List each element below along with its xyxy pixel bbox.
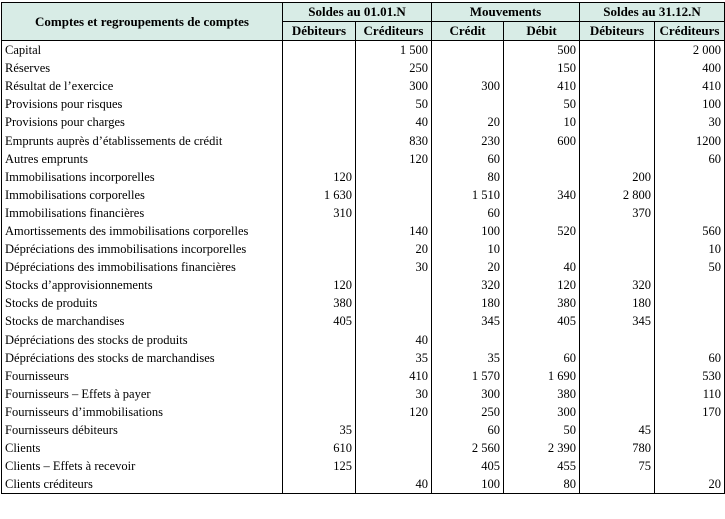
account-label: Amortissements des immobilisations corporelles xyxy=(2,222,283,240)
subheader-movement-credit: Crédit xyxy=(432,22,504,41)
opening-debit-cell: 405 xyxy=(283,312,356,330)
account-label: Clients – Effets à recevoir xyxy=(2,457,283,475)
closing-debit-cell xyxy=(580,77,655,95)
closing-credit-cell xyxy=(655,294,725,312)
account-label: Fournisseurs d’immobilisations xyxy=(2,403,283,421)
opening-credit-cell: 830 xyxy=(356,131,432,149)
opening-credit-cell: 40 xyxy=(356,475,432,494)
opening-credit-cell: 410 xyxy=(356,367,432,385)
closing-debit-cell xyxy=(580,113,655,131)
opening-debit-cell: 125 xyxy=(283,457,356,475)
opening-credit-cell xyxy=(356,421,432,439)
opening-debit-cell xyxy=(283,41,356,60)
table-row xyxy=(2,168,725,186)
opening-debit-cell xyxy=(283,331,356,349)
header-closing-balances: Soldes au 31.12.N xyxy=(580,3,725,22)
movement-credit-cell: 20 xyxy=(432,258,504,276)
closing-credit-cell xyxy=(655,168,725,186)
account-label: Fournisseurs débiteurs xyxy=(2,421,283,439)
movement-debit-cell xyxy=(504,168,580,186)
movement-debit-cell: 40 xyxy=(504,258,580,276)
closing-debit-cell xyxy=(580,367,655,385)
movement-debit-cell: 455 xyxy=(504,457,580,475)
closing-debit-cell xyxy=(580,331,655,349)
opening-credit-cell: 120 xyxy=(356,403,432,421)
closing-credit-cell: 60 xyxy=(655,349,725,367)
movement-debit-cell: 120 xyxy=(504,276,580,294)
movement-debit-cell xyxy=(504,204,580,222)
table-row xyxy=(2,131,725,149)
opening-credit-cell xyxy=(356,312,432,330)
movement-debit-cell xyxy=(504,150,580,168)
header-movements: Mouvements xyxy=(432,3,580,22)
table-row xyxy=(2,41,725,60)
opening-debit-cell xyxy=(283,385,356,403)
opening-credit-cell: 50 xyxy=(356,95,432,113)
movement-credit-cell xyxy=(432,59,504,77)
closing-credit-cell: 10 xyxy=(655,240,725,258)
closing-debit-cell: 2 800 xyxy=(580,186,655,204)
movement-debit-cell: 50 xyxy=(504,95,580,113)
movement-credit-cell: 2 560 xyxy=(432,439,504,457)
movement-debit-cell: 600 xyxy=(504,131,580,149)
opening-credit-cell: 35 xyxy=(356,349,432,367)
subheader-opening-debit: Débiteurs xyxy=(283,22,356,41)
closing-debit-cell: 75 xyxy=(580,457,655,475)
header-opening-balances: Soldes au 01.01.N xyxy=(283,3,432,22)
table-row xyxy=(2,240,725,258)
closing-debit-cell xyxy=(580,258,655,276)
closing-debit-cell: 780 xyxy=(580,439,655,457)
table-row xyxy=(2,367,725,385)
opening-debit-cell: 610 xyxy=(283,439,356,457)
opening-credit-cell xyxy=(356,186,432,204)
opening-debit-cell xyxy=(283,258,356,276)
movement-debit-cell: 150 xyxy=(504,59,580,77)
closing-credit-cell: 1200 xyxy=(655,131,725,149)
closing-debit-cell xyxy=(580,222,655,240)
table-row xyxy=(2,439,725,457)
closing-credit-cell xyxy=(655,186,725,204)
opening-debit-cell xyxy=(283,475,356,494)
movement-debit-cell: 410 xyxy=(504,77,580,95)
closing-credit-cell: 30 xyxy=(655,113,725,131)
account-label: Clients créditeurs xyxy=(2,475,283,494)
opening-credit-cell: 250 xyxy=(356,59,432,77)
closing-debit-cell: 200 xyxy=(580,168,655,186)
table-row xyxy=(2,222,725,240)
opening-credit-cell: 140 xyxy=(356,222,432,240)
closing-debit-cell xyxy=(580,475,655,494)
header-accounts: Comptes et regroupements de comptes xyxy=(2,3,283,41)
account-label: Stocks de marchandises xyxy=(2,312,283,330)
table-row xyxy=(2,294,725,312)
movement-debit-cell: 380 xyxy=(504,294,580,312)
closing-credit-cell: 110 xyxy=(655,385,725,403)
opening-debit-cell xyxy=(283,59,356,77)
movement-debit-cell: 520 xyxy=(504,222,580,240)
movement-credit-cell: 60 xyxy=(432,421,504,439)
closing-debit-cell: 180 xyxy=(580,294,655,312)
table-row xyxy=(2,457,725,475)
subheader-movement-debit: Débit xyxy=(504,22,580,41)
opening-debit-cell: 310 xyxy=(283,204,356,222)
table-row xyxy=(2,276,725,294)
account-label: Dépréciations des stocks de marchandises xyxy=(2,349,283,367)
opening-debit-cell: 35 xyxy=(283,421,356,439)
account-label: Fournisseurs – Effets à payer xyxy=(2,385,283,403)
movement-debit-cell: 405 xyxy=(504,312,580,330)
opening-debit-cell: 120 xyxy=(283,276,356,294)
subheader-closing-debit: Débiteurs xyxy=(580,22,655,41)
table-row xyxy=(2,150,725,168)
account-label: Résultat de l’exercice xyxy=(2,77,283,95)
closing-debit-cell xyxy=(580,150,655,168)
movement-credit-cell: 405 xyxy=(432,457,504,475)
closing-credit-cell: 170 xyxy=(655,403,725,421)
table-row xyxy=(2,349,725,367)
movement-credit-cell: 230 xyxy=(432,131,504,149)
opening-credit-cell: 20 xyxy=(356,240,432,258)
account-label: Dépréciations des immobilisations financières xyxy=(2,258,283,276)
opening-debit-cell xyxy=(283,349,356,367)
movement-credit-cell: 250 xyxy=(432,403,504,421)
table-row xyxy=(2,312,725,330)
movement-debit-cell: 380 xyxy=(504,385,580,403)
opening-credit-cell: 120 xyxy=(356,150,432,168)
opening-debit-cell xyxy=(283,367,356,385)
closing-debit-cell xyxy=(580,240,655,258)
closing-credit-cell xyxy=(655,312,725,330)
opening-credit-cell: 40 xyxy=(356,113,432,131)
opening-debit-cell xyxy=(283,77,356,95)
account-label: Emprunts auprès d’établissements de crédit xyxy=(2,131,283,149)
movement-credit-cell: 20 xyxy=(432,113,504,131)
opening-credit-cell xyxy=(356,204,432,222)
movement-debit-cell: 10 xyxy=(504,113,580,131)
closing-credit-cell: 400 xyxy=(655,59,725,77)
closing-credit-cell: 50 xyxy=(655,258,725,276)
closing-credit-cell xyxy=(655,421,725,439)
account-label: Immobilisations incorporelles xyxy=(2,168,283,186)
table-row xyxy=(2,113,725,131)
account-label: Provisions pour risques xyxy=(2,95,283,113)
closing-debit-cell xyxy=(580,131,655,149)
movement-debit-cell xyxy=(504,240,580,258)
table-row xyxy=(2,403,725,421)
opening-debit-cell xyxy=(283,150,356,168)
closing-debit-cell xyxy=(580,385,655,403)
table-row xyxy=(2,331,725,349)
movement-credit-cell: 100 xyxy=(432,475,504,494)
movement-credit-cell: 60 xyxy=(432,150,504,168)
opening-credit-cell xyxy=(356,168,432,186)
table-row xyxy=(2,59,725,77)
opening-debit-cell xyxy=(283,403,356,421)
movement-debit-cell xyxy=(504,331,580,349)
account-label: Autres emprunts xyxy=(2,150,283,168)
closing-credit-cell xyxy=(655,276,725,294)
closing-credit-cell: 100 xyxy=(655,95,725,113)
opening-credit-cell xyxy=(356,457,432,475)
opening-debit-cell: 1 630 xyxy=(283,186,356,204)
closing-debit-cell: 345 xyxy=(580,312,655,330)
movement-debit-cell: 1 690 xyxy=(504,367,580,385)
opening-debit-cell xyxy=(283,113,356,131)
closing-debit-cell xyxy=(580,95,655,113)
closing-credit-cell xyxy=(655,331,725,349)
closing-debit-cell xyxy=(580,349,655,367)
opening-credit-cell: 40 xyxy=(356,331,432,349)
opening-credit-cell xyxy=(356,439,432,457)
table-row xyxy=(2,204,725,222)
movement-credit-cell: 1 510 xyxy=(432,186,504,204)
movement-credit-cell: 300 xyxy=(432,77,504,95)
movement-debit-cell: 60 xyxy=(504,349,580,367)
movement-debit-cell: 500 xyxy=(504,41,580,60)
subheader-opening-credit: Créditeurs xyxy=(356,22,432,41)
closing-debit-cell xyxy=(580,41,655,60)
closing-credit-cell xyxy=(655,439,725,457)
opening-debit-cell: 120 xyxy=(283,168,356,186)
opening-debit-cell xyxy=(283,240,356,258)
account-label: Dépréciations des immobilisations incorporelles xyxy=(2,240,283,258)
subheader-closing-credit: Créditeurs xyxy=(655,22,725,41)
movement-debit-cell: 80 xyxy=(504,475,580,494)
movement-credit-cell: 10 xyxy=(432,240,504,258)
closing-credit-cell xyxy=(655,204,725,222)
account-label: Immobilisations financières xyxy=(2,204,283,222)
account-label: Clients xyxy=(2,439,283,457)
movement-credit-cell: 320 xyxy=(432,276,504,294)
movement-credit-cell: 100 xyxy=(432,222,504,240)
movement-credit-cell xyxy=(432,41,504,60)
ledger-body xyxy=(2,41,725,494)
opening-credit-cell xyxy=(356,276,432,294)
account-label: Provisions pour charges xyxy=(2,113,283,131)
account-label: Stocks de produits xyxy=(2,294,283,312)
table-row xyxy=(2,475,725,494)
movement-credit-cell: 60 xyxy=(432,204,504,222)
ledger-table xyxy=(1,2,725,494)
closing-debit-cell: 370 xyxy=(580,204,655,222)
closing-credit-cell: 410 xyxy=(655,77,725,95)
account-label: Fournisseurs xyxy=(2,367,283,385)
movement-debit-cell: 2 390 xyxy=(504,439,580,457)
closing-credit-cell: 2 000 xyxy=(655,41,725,60)
table-row xyxy=(2,77,725,95)
opening-credit-cell: 1 500 xyxy=(356,41,432,60)
movement-debit-cell: 50 xyxy=(504,421,580,439)
opening-credit-cell xyxy=(356,294,432,312)
account-label: Réserves xyxy=(2,59,283,77)
closing-credit-cell: 20 xyxy=(655,475,725,494)
movement-credit-cell: 35 xyxy=(432,349,504,367)
table-row xyxy=(2,385,725,403)
opening-credit-cell: 300 xyxy=(356,77,432,95)
table-row xyxy=(2,186,725,204)
closing-debit-cell: 320 xyxy=(580,276,655,294)
movement-credit-cell xyxy=(432,331,504,349)
opening-debit-cell xyxy=(283,131,356,149)
table-row xyxy=(2,258,725,276)
closing-debit-cell xyxy=(580,403,655,421)
movement-credit-cell: 345 xyxy=(432,312,504,330)
closing-credit-cell: 60 xyxy=(655,150,725,168)
account-label: Immobilisations corporelles xyxy=(2,186,283,204)
movement-credit-cell: 80 xyxy=(432,168,504,186)
movement-debit-cell: 340 xyxy=(504,186,580,204)
movement-credit-cell xyxy=(432,95,504,113)
movement-credit-cell: 1 570 xyxy=(432,367,504,385)
account-label: Dépréciations des stocks de produits xyxy=(2,331,283,349)
opening-debit-cell xyxy=(283,222,356,240)
table-row xyxy=(2,421,725,439)
movement-credit-cell: 300 xyxy=(432,385,504,403)
account-label: Capital xyxy=(2,41,283,60)
opening-debit-cell xyxy=(283,95,356,113)
opening-debit-cell: 380 xyxy=(283,294,356,312)
closing-credit-cell: 530 xyxy=(655,367,725,385)
opening-credit-cell: 30 xyxy=(356,385,432,403)
closing-debit-cell xyxy=(580,59,655,77)
closing-credit-cell: 560 xyxy=(655,222,725,240)
movement-credit-cell: 180 xyxy=(432,294,504,312)
opening-credit-cell: 30 xyxy=(356,258,432,276)
closing-debit-cell: 45 xyxy=(580,421,655,439)
closing-credit-cell xyxy=(655,457,725,475)
movement-debit-cell: 300 xyxy=(504,403,580,421)
table-row xyxy=(2,95,725,113)
account-label: Stocks d’approvisionnements xyxy=(2,276,283,294)
